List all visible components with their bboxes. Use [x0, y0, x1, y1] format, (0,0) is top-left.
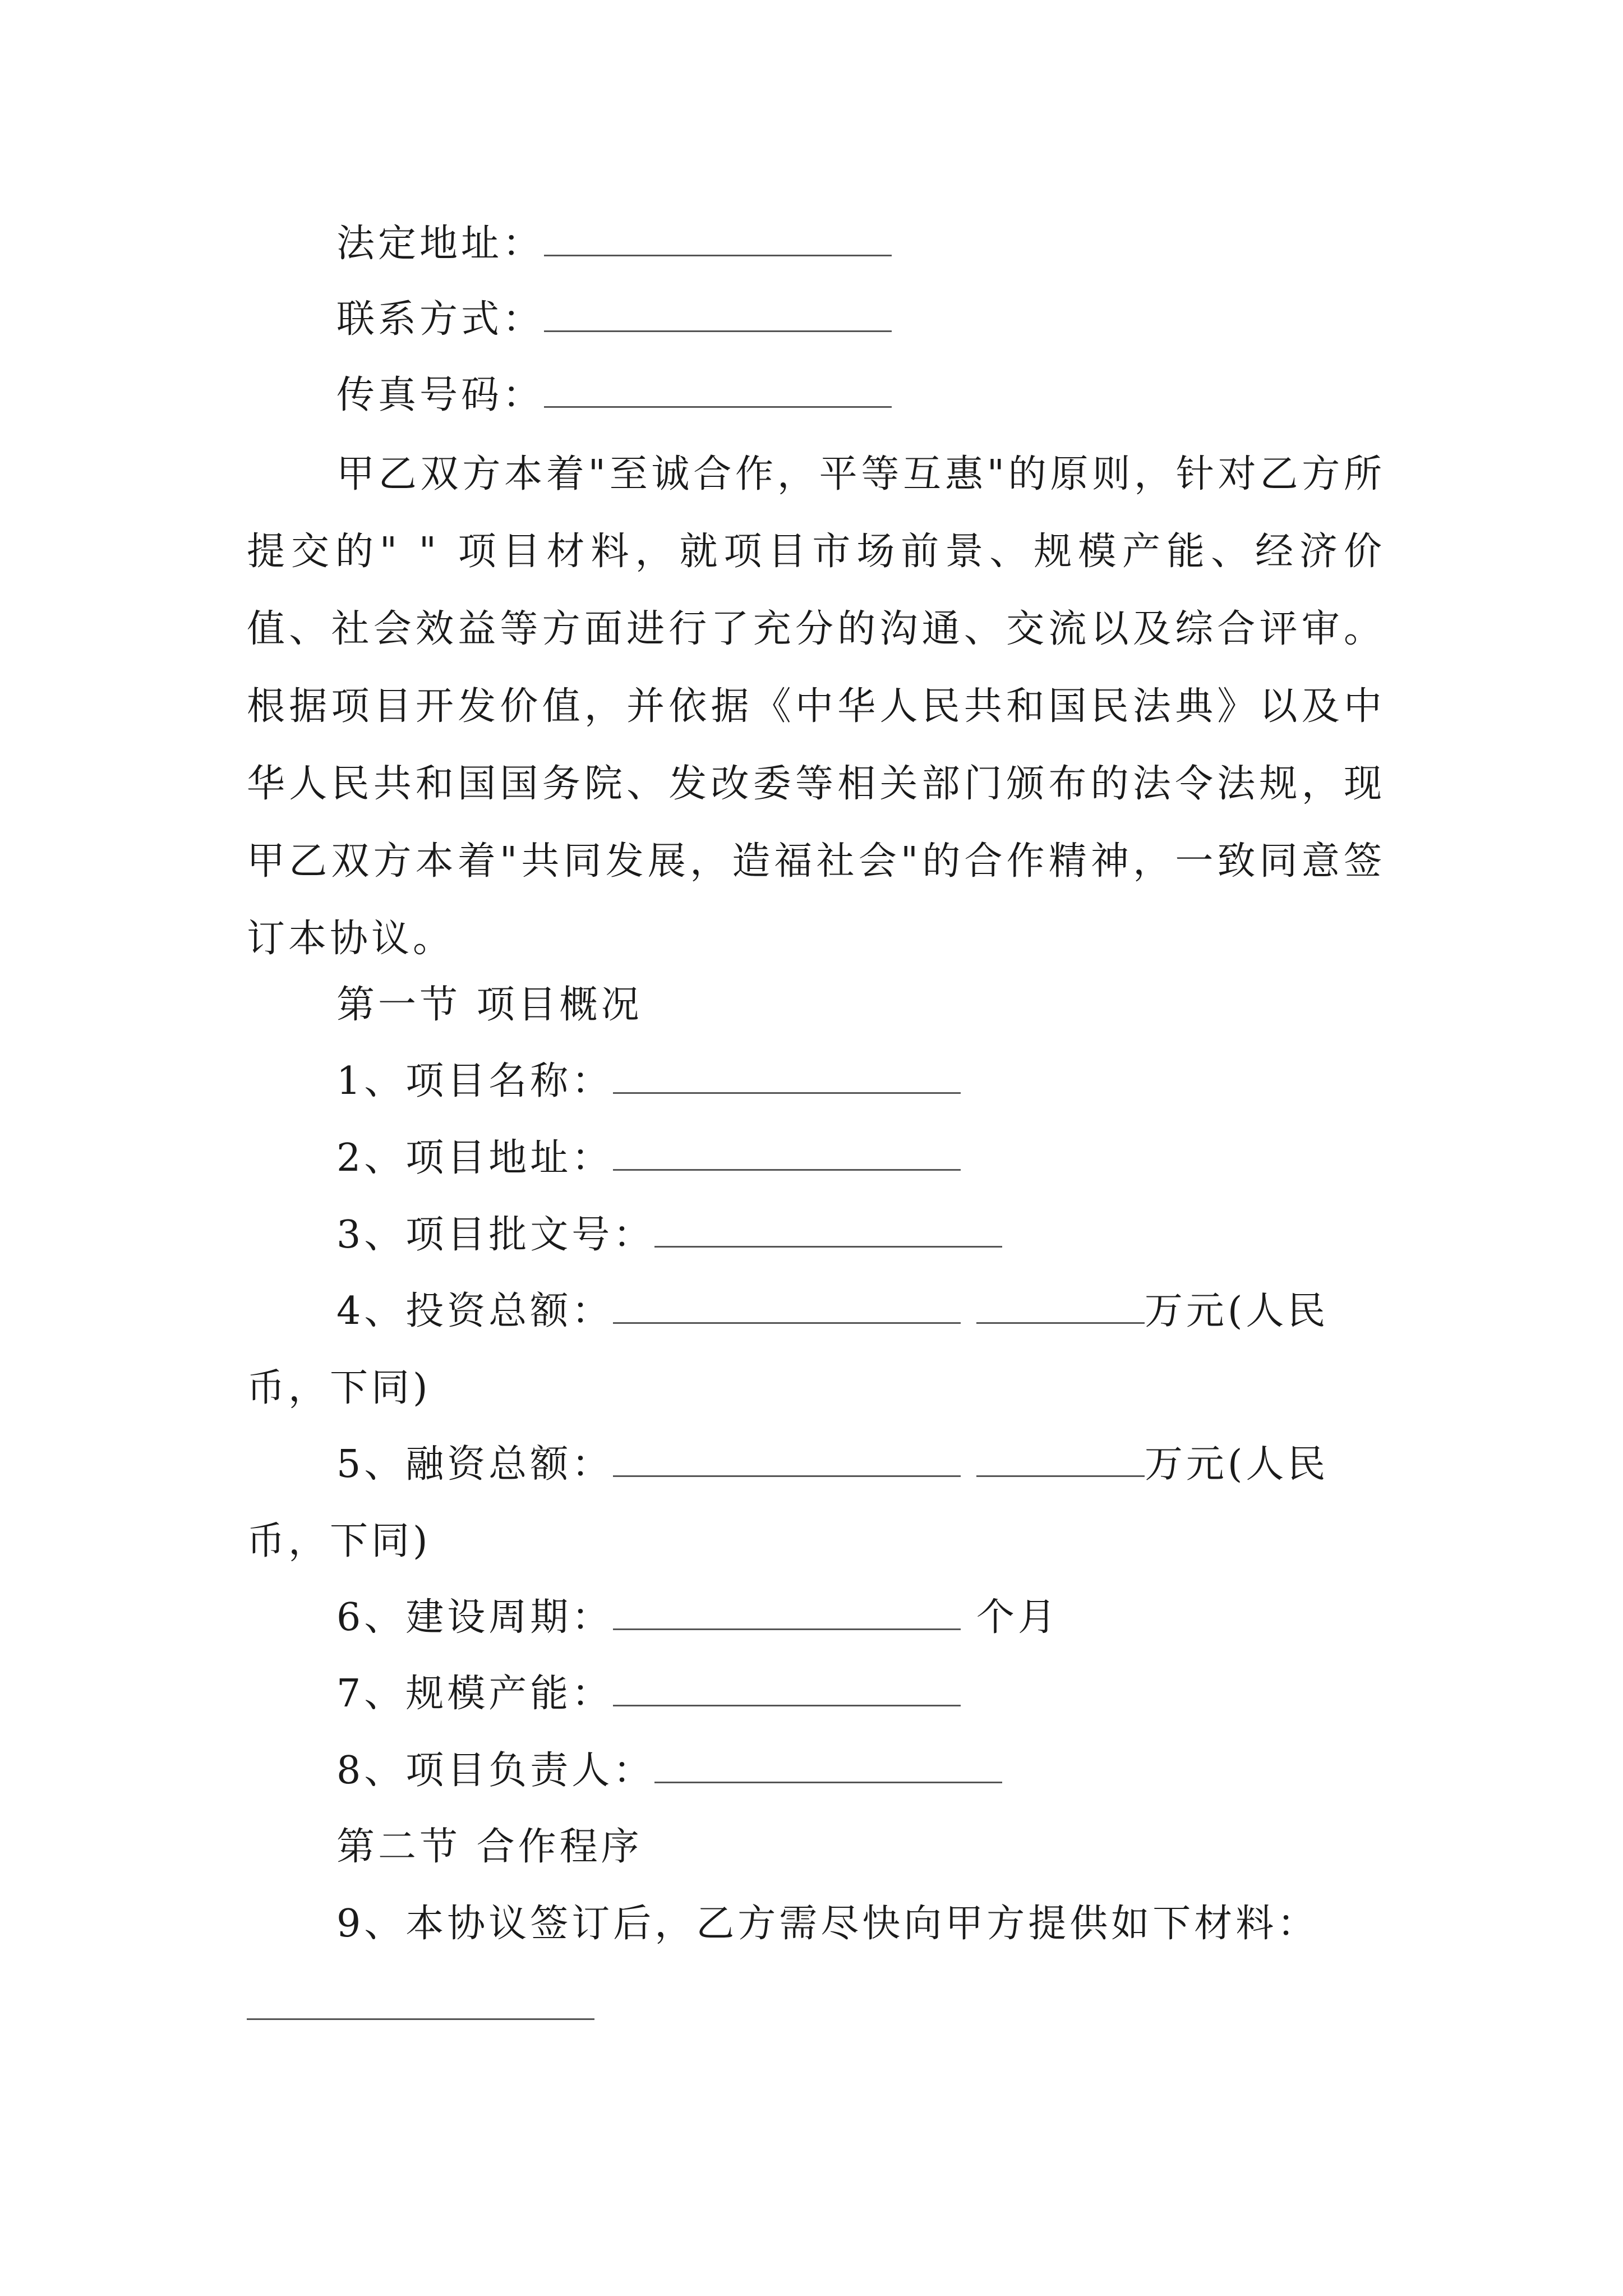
item4-row: [336, 1272, 1329, 1351]
item6-row: [336, 1579, 1059, 1657]
phone-label: 联系方式：: [336, 297, 545, 342]
item2-row: [336, 1119, 961, 1198]
item3-row: [336, 1196, 1002, 1274]
item4-label: 4、投资总额：: [336, 1289, 614, 1333]
item2-label: 2、项目地址：: [336, 1136, 614, 1180]
item8-blank: [654, 1765, 1002, 1783]
item9-row: 9、本协议签订后，乙方需尽快向甲方提供如下材料：: [336, 1902, 1319, 1946]
item7-blank: [613, 1688, 961, 1706]
item4-unit: 万元(人民: [1144, 1289, 1329, 1333]
section1-title: 第一节 项目概况: [336, 983, 643, 1027]
section2-title: 第二节 合作程序: [336, 1825, 643, 1869]
item4-amount-blank: [976, 1305, 1145, 1324]
item5-label: 5、融资总额：: [336, 1442, 614, 1487]
address-row: [336, 205, 892, 283]
item5-unit: 万元(人民: [1144, 1442, 1329, 1487]
item3-blank: [654, 1229, 1002, 1248]
phone-blank: [544, 314, 892, 332]
item7-label: 7、规模产能：: [336, 1672, 614, 1716]
fax-blank: [544, 389, 892, 408]
fax-row: [336, 356, 892, 435]
item5-amount-blank: [976, 1458, 1145, 1477]
intro-paragraph: 甲乙双方本着"至诚合作，平等互惠"的原则，针对乙方所提交的" " 项目材料，就项目市场前景、规模产能、经济价值、社会效益等方面进行了充分的沟通、交流以及综合评审。根据项目开发价值，并依据《中华人民共和国民法典》以及中华人民共和国国务院、发改委等相关部门颁布的法令法规，现甲乙双方本着"共同发展，造福社会"的合作精神，一致同意签订本协议。: [247, 452, 1385, 961]
item6-unit: 个月: [976, 1595, 1059, 1640]
phone-row: [336, 280, 892, 359]
item2-blank: [613, 1152, 961, 1171]
address-label: 法定地址：: [336, 222, 545, 266]
fax-label: 传真号码：: [336, 373, 545, 417]
item5-row: [336, 1425, 1329, 1504]
item1-row: [336, 1042, 961, 1121]
item7-row: [336, 1655, 961, 1733]
item9-blank: [247, 2018, 594, 2020]
item1-label: 1、项目名称：: [336, 1059, 614, 1103]
item3-label: 3、项目批文号：: [336, 1213, 655, 1257]
item6-label: 6、建设周期：: [336, 1595, 614, 1640]
item5-continuation: 币，下同): [247, 1519, 431, 1563]
item4-blank: [613, 1305, 961, 1324]
address-blank: [544, 238, 892, 256]
item4-continuation: 币，下同): [247, 1366, 431, 1410]
item5-blank: [613, 1458, 961, 1477]
item8-label: 8、项目负责人：: [336, 1749, 655, 1793]
item8-row: [336, 1732, 1002, 1810]
item6-blank: [613, 1612, 961, 1630]
item1-blank: [613, 1075, 961, 1094]
